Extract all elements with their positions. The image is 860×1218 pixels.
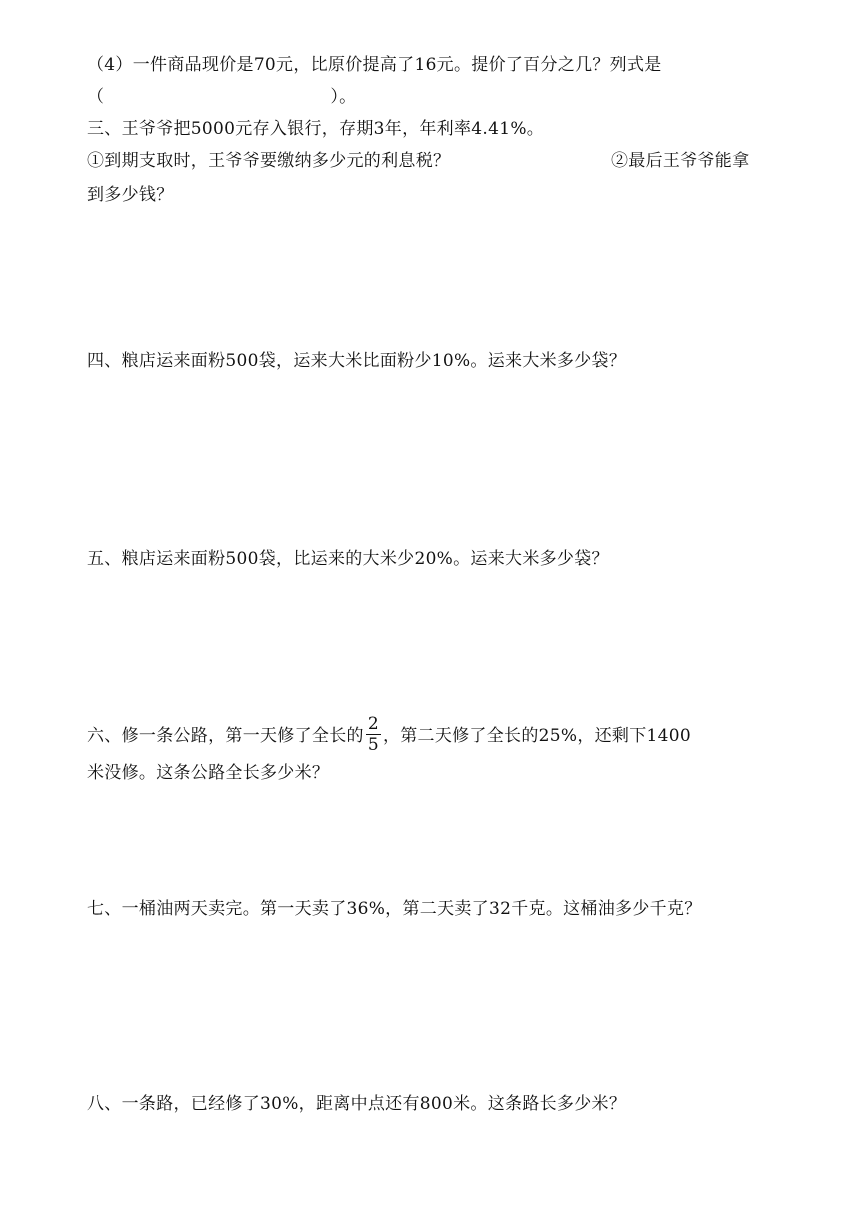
question-eight-text: 八、一条路，已经修了30%，距离中点还有800米。这条路长多少米？: [87, 1094, 627, 1114]
question-3-heading: [87, 118, 777, 140]
question-3-subquestions: [87, 150, 777, 172]
question-six-text-before: 六、修一条公路，第一天修了全长的: [87, 726, 364, 746]
question-five-text: 五、粮店运来面粉500袋，比运来的大米少20%。运来大米多少袋？: [87, 549, 609, 569]
blank-close-paren: ）。: [330, 87, 357, 107]
question-4-text: （4）一件商品现价是70元，比原价提高了16元。提价了百分之几？列式是: [87, 55, 662, 75]
question-five: [87, 548, 777, 570]
question-eight: [87, 1093, 777, 1115]
question-six-line-1: [87, 716, 777, 757]
question-seven: [87, 898, 777, 920]
question-four-text: 四、粮店运来面粉500袋，运来大米比面粉少10%。运来大米多少袋？: [87, 351, 627, 371]
question-six-line-2: [87, 762, 777, 784]
question-4-line-1: [87, 54, 777, 76]
question-six-text-line-2: 米没修。这条公路全长多少米？: [87, 763, 330, 783]
question-3-sub-2-cont-text: 到多少钱？: [87, 185, 174, 205]
fraction-numerator: 2: [367, 714, 379, 734]
question-four: [87, 350, 777, 372]
question-3-sub-1: ①到期支取时，王爷爷要缴纳多少元的利息税？: [87, 151, 451, 171]
question-3-sub-2: ②最后王爷爷能拿: [611, 151, 750, 171]
fraction-denominator: 5: [367, 735, 379, 755]
question-six-text-after: ，第二天修了全长的25%，还剩下1400: [382, 726, 691, 746]
question-3-sub-2-continued: [87, 184, 777, 206]
fraction-two-fifths: [366, 714, 381, 755]
question-seven-text: 七、一桶油两天卖完。第一天卖了36%，第二天卖了32千克。这桶油多少千克？: [87, 899, 702, 919]
blank-open-paren: （: [87, 87, 105, 107]
question-3-text: 三、王爷爷把5000元存入银行，存期3年，年利率4.41%。: [87, 119, 545, 139]
question-4-answer-blank: [87, 86, 777, 108]
